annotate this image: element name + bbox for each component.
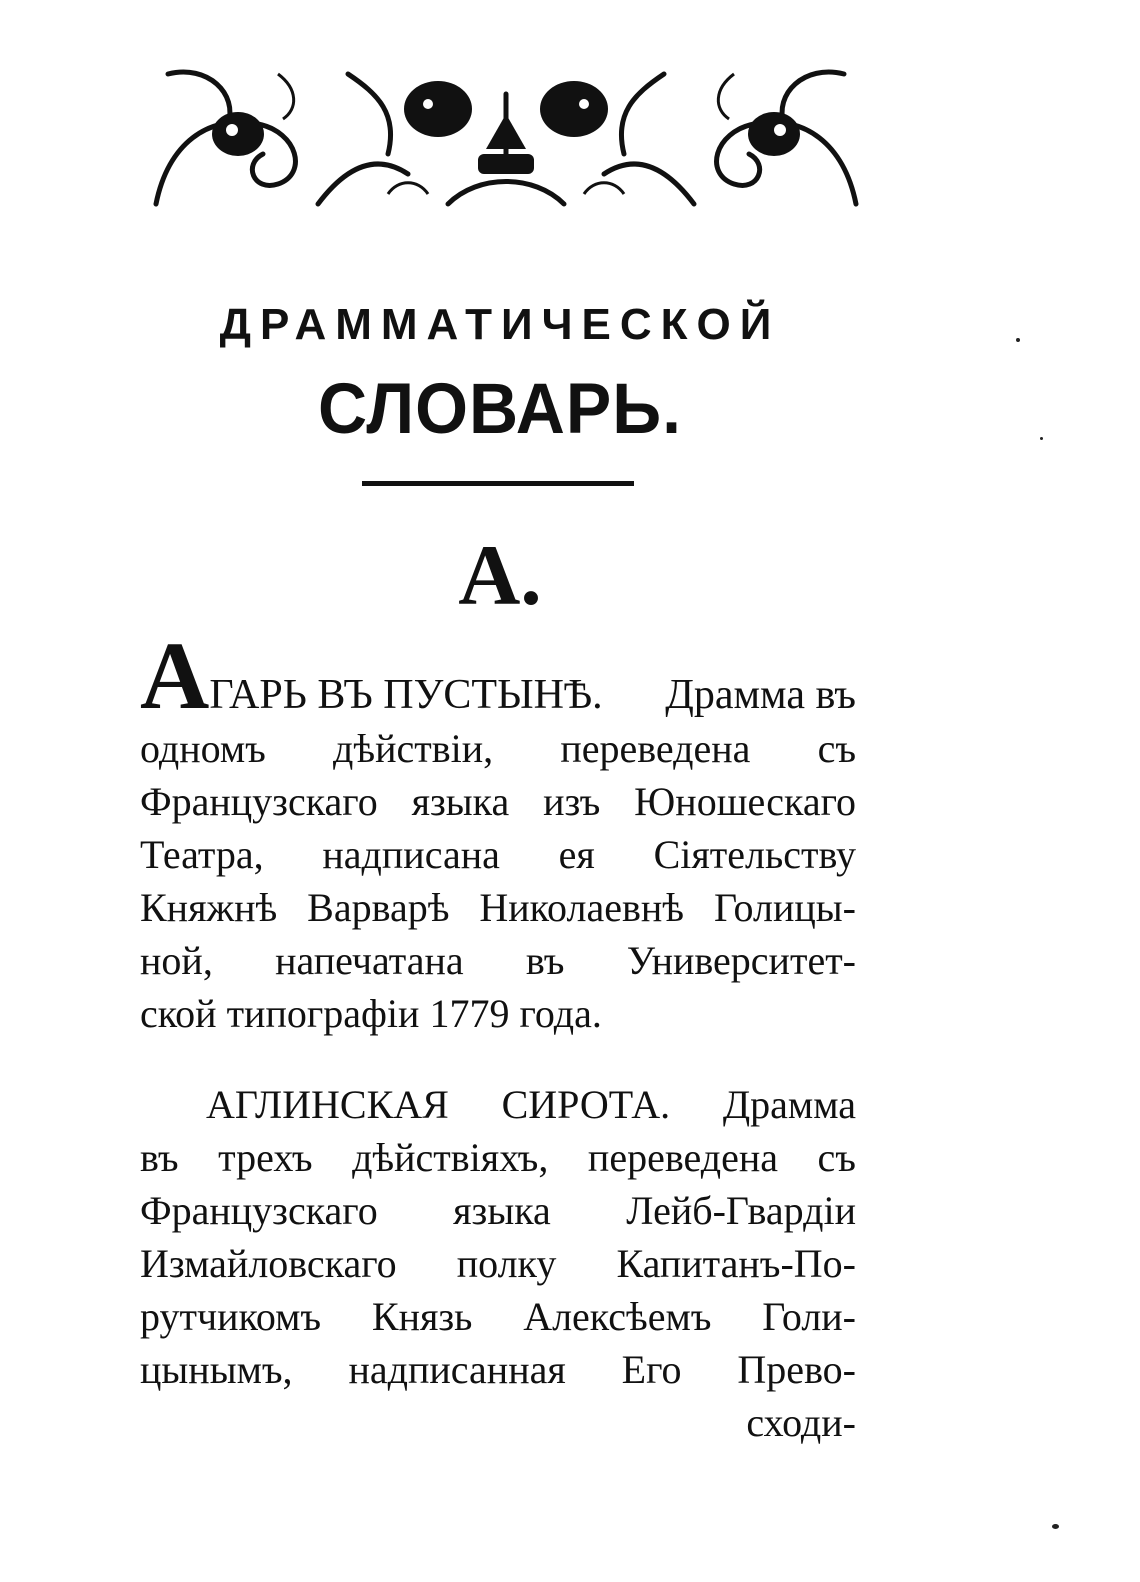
title-line-1: ДРАММАТИЧЕСКОЙ <box>219 300 781 349</box>
text-line: Театра, надписана ея Сіятельству <box>140 832 856 877</box>
entry-agar <box>140 622 856 1040</box>
entry-heading-line <box>140 1078 856 1131</box>
heading-tail: Драмма въ <box>665 672 856 718</box>
paper-speck <box>1040 437 1043 440</box>
entry-headword: ГАРЬ ВЪ ПУСТЫНѢ. <box>209 672 603 718</box>
section-letter: А. <box>458 527 542 623</box>
drop-cap: А <box>140 622 210 729</box>
decorative-headpiece <box>148 54 864 216</box>
text-line: цынымъ, надписанная Его Прево- <box>140 1347 856 1392</box>
text-line: рутчикомъ Князь Алексѣемъ Голи- <box>140 1294 856 1339</box>
entry-headword: АГЛИНСКАЯ СИРОТА. <box>206 1082 671 1127</box>
catchword: сходи- <box>746 1400 856 1445</box>
heading-tail: Драмма <box>722 1082 856 1127</box>
entry-aglinskaya-sirota <box>140 1078 856 1449</box>
text-line: Княжнѣ Варварѣ Николаевнѣ Голицы- <box>140 885 856 930</box>
text-line: ской типографіи 1779 года. <box>140 991 602 1036</box>
paper-speck <box>1016 338 1020 342</box>
text-line: Измайловскаго полку Капитанъ-По- <box>140 1241 856 1286</box>
text-line: Французскаго языка изъ Юношескаго <box>140 779 856 824</box>
text-line: Французскаго языка Лейб-Гвардіи <box>140 1188 856 1233</box>
text-line: одномъ дѣйствіи, переведена съ <box>140 726 856 771</box>
paper-speck <box>1052 1524 1059 1529</box>
entry-heading-line <box>140 622 856 729</box>
title-line-2: СЛОВАРЬ. <box>318 369 682 449</box>
text-line: въ трехъ дѣйствіяхъ, переведена съ <box>140 1135 856 1180</box>
title-divider <box>362 481 634 486</box>
text-line: ной, напечатана въ Университет- <box>140 938 856 983</box>
